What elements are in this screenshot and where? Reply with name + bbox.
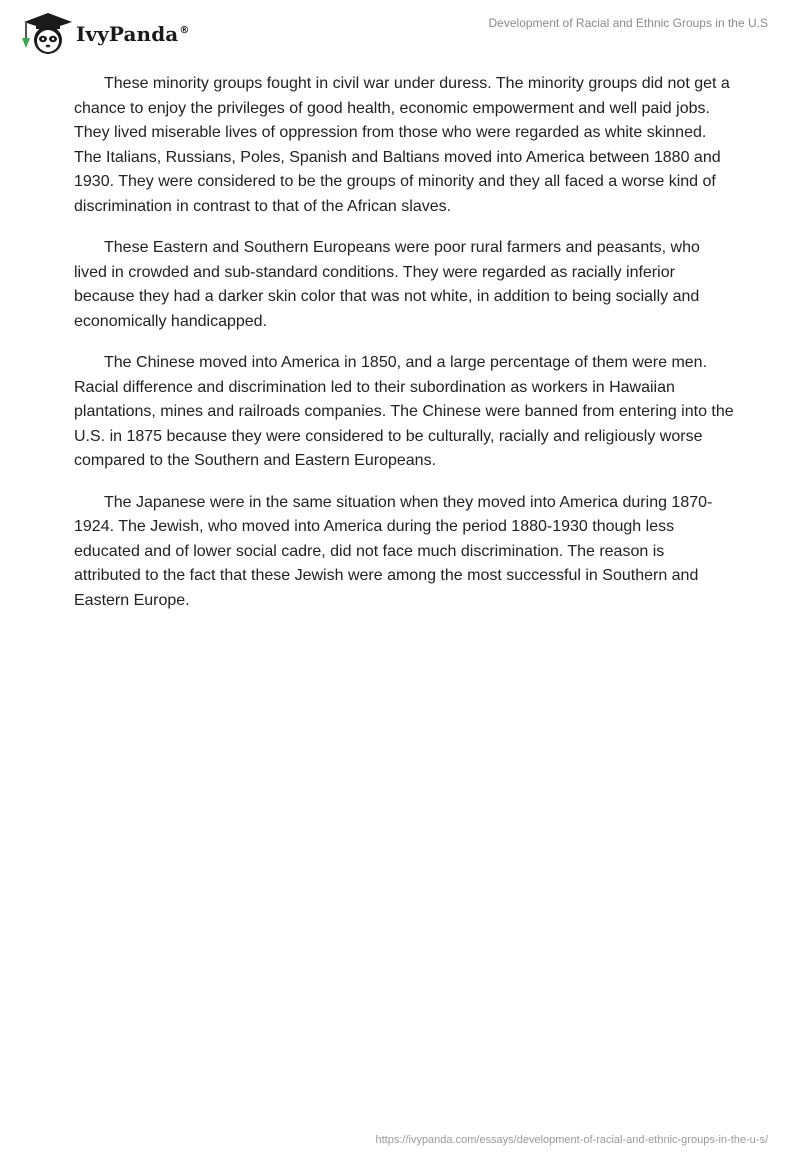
paragraph-4: The Japanese were in the same situation when they moved into America during 1870-1924. The Jewish, who moved into America during the period 1880-1930 though less educated and of lower social cadre, did not face much discrimination. The reason is attributed to the fact that these Jewish were among the most successful in Southern and Eastern Europe.: [74, 493, 713, 609]
document-title: Development of Racial and Ethnic Groups in the U.S: [488, 16, 768, 30]
brand-logo[interactable]: [16, 8, 189, 58]
source-url[interactable]: https://ivypanda.com/essays/development-of-racial-and-ethnic-groups-in-the-u-s/: [375, 1134, 768, 1146]
brand-name: IvyPanda®: [76, 22, 190, 46]
panda-graduate-icon: [16, 8, 72, 58]
paragraph-2: These Eastern and Southern Europeans were poor rural farmers and peasants, who lived in crowded and sub-standard conditions. They were regarded as racially inferior because they had a darker skin color that was not white, in addition to being socially and economically handicapped.: [74, 239, 700, 330]
paragraph-1: These minority groups fought in civil war under duress. The minority groups did not get a chance to enjoy the privileges of good health, economic empowerment and well paid jobs. They lived miserable lives of oppression from those who were regarded as white skinned. The Italians, Russians, Poles, Spanish and Baltians moved into America between 1880 and 1930. They were considered to be the groups of minority and they all faced a worse kind of discrimination in contrast to that of the African slaves.: [74, 75, 730, 215]
essay-body: [74, 72, 734, 630]
paragraph-3: The Chinese moved into America in 1850, and a large percentage of them were men. Racial difference and discrimination led to their subordination as workers in Hawaiian plantations, mines and railroads companies. The Chinese were banned from entering into the U.S. in 1875 because they were considered to be culturally, racially and religiously worse compared to the Southern and Eastern Europeans.: [74, 354, 734, 469]
registered-mark: ®: [179, 25, 190, 37]
